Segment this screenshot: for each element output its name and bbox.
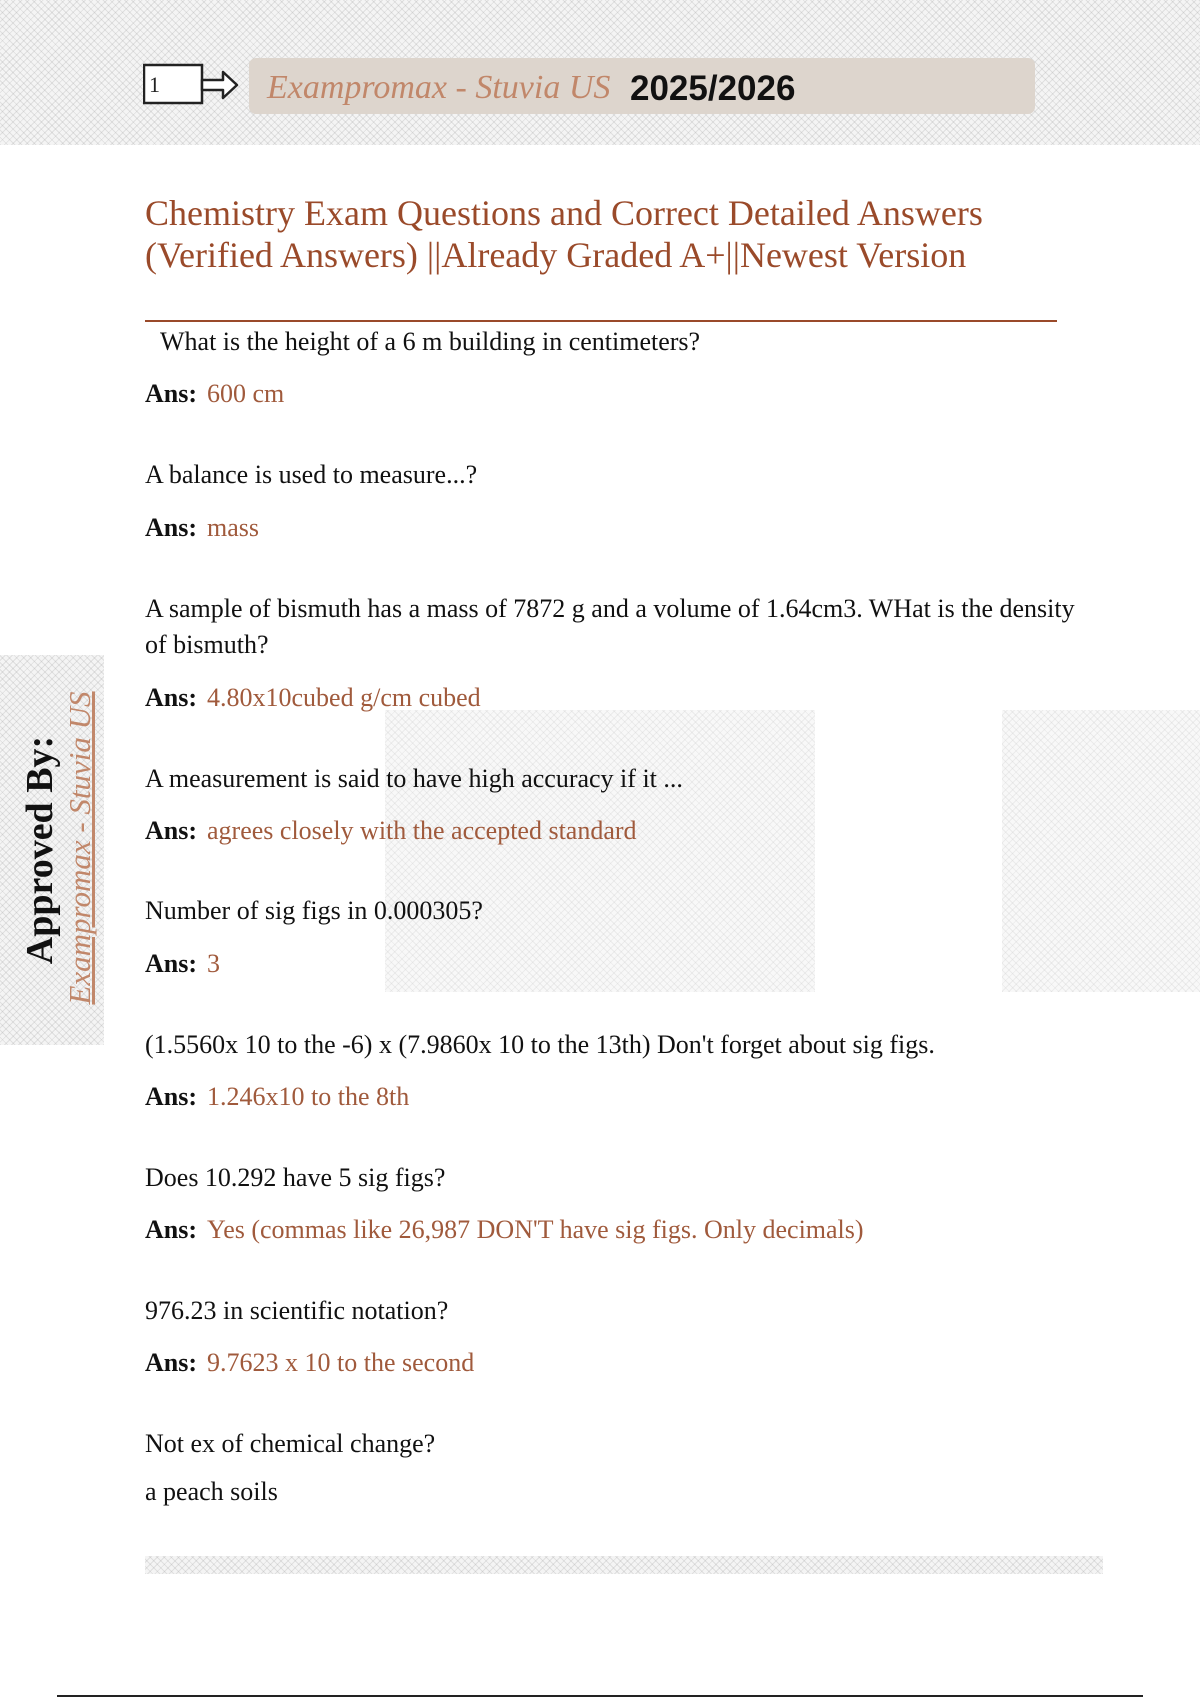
answer-line: [145, 1212, 1075, 1248]
header-year: 2025/2026: [630, 69, 796, 108]
qa-item: [160, 324, 1090, 360]
qa-item: [145, 1293, 1075, 1329]
question-text: Not ex of chemical change?: [145, 1429, 436, 1458]
answer-label: Ans:: [145, 379, 198, 408]
answer-label: Ans:: [145, 513, 198, 542]
answer-text: 600 cm: [207, 379, 285, 408]
question-text: What is the height of a 6 m building in centimeters?: [160, 327, 701, 356]
header-brand: Exampromax - Stuvia US: [267, 69, 611, 106]
question-text: Number of sig figs in 0.000305?: [145, 896, 483, 925]
page-number: 1: [149, 72, 160, 97]
approved-by-label: Approved By:: [19, 735, 61, 965]
answer-label: Ans:: [145, 816, 198, 845]
answer-label: Ans:: [145, 1215, 198, 1244]
answer-label: Ans:: [145, 1082, 198, 1111]
answer-text: Yes (commas like 26,987 DON'T have sig figs. Only decimals): [207, 1215, 864, 1244]
answer-line: [145, 510, 1075, 546]
answer-line: [145, 680, 1075, 716]
qa-item: [145, 1027, 1075, 1063]
footer-rule: [57, 1695, 1143, 1697]
approved-by-brand: Exampromax - Stuvia US: [62, 691, 97, 1005]
answer-text: 4.80x10cubed g/cm cubed: [207, 683, 481, 712]
qa-item: [145, 1426, 1075, 1462]
document-title: Chemistry Exam Questions and Correct Detailed Answers (Verified Answers) ||Already Graded A+||Newest Version: [145, 193, 983, 275]
answer-text: mass: [207, 513, 260, 542]
qa-item: [145, 457, 1075, 493]
title-underline: [145, 320, 1057, 322]
answer-line: [145, 946, 1075, 982]
answer-line: [145, 1345, 1075, 1381]
qa-item: [145, 761, 1075, 797]
answer-text: 3: [207, 949, 221, 978]
answer-text: 1.246x10 to the 8th: [207, 1082, 410, 1111]
answer-line: [145, 1079, 1075, 1115]
answer-text: a peach soils: [145, 1477, 278, 1506]
answer-text: agrees closely with the accepted standard: [207, 816, 637, 845]
answer-label: Ans:: [145, 1348, 198, 1377]
answer-line: [145, 376, 1075, 412]
question-text: A balance is used to measure...?: [145, 460, 478, 489]
qa-item: [145, 1160, 1075, 1196]
qa-item: [145, 893, 1075, 929]
hatched-divider: [145, 1556, 1103, 1574]
qa-item: [145, 591, 1075, 663]
question-text: Does 10.292 have 5 sig figs?: [145, 1163, 446, 1192]
question-text: (1.5560x 10 to the -6) x (7.9860x 10 to the 13th) Don't forget about sig figs.: [145, 1030, 935, 1059]
question-text: A measurement is said to have high accuracy if it ...: [145, 764, 683, 793]
answer-line: [145, 813, 1075, 849]
answer-line: [145, 1474, 1075, 1510]
answer-text: 9.7623 x 10 to the second: [207, 1348, 475, 1377]
answer-label: Ans:: [145, 683, 198, 712]
answer-label: Ans:: [145, 949, 198, 978]
question-text: 976.23 in scientific notation?: [145, 1296, 449, 1325]
question-text: A sample of bismuth has a mass of 7872 g and a volume of 1.64cm3. WHat is the density of bismuth?: [145, 594, 1075, 659]
